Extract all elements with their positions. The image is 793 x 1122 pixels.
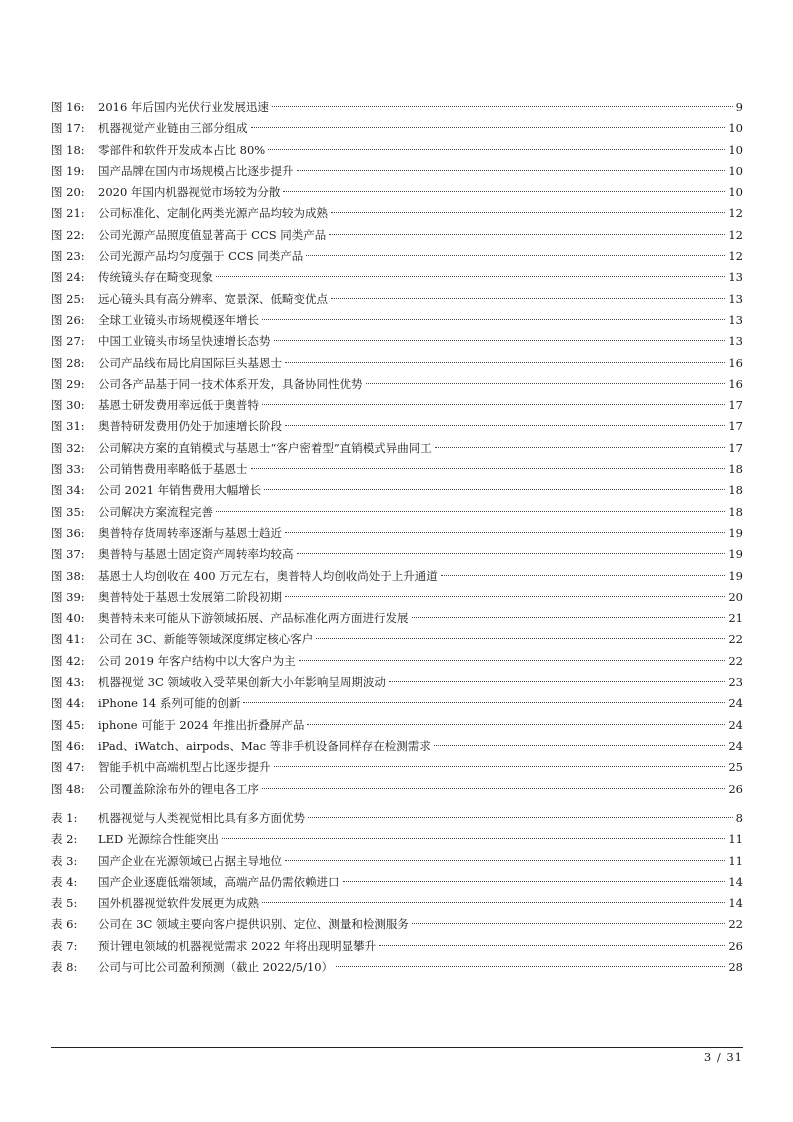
figure-entry[interactable]: [51, 544, 743, 565]
entry-title: 2020 年国内机器视觉市场较为分散: [98, 185, 281, 200]
dot-leader: [366, 383, 726, 384]
entry-title: LED 光源综合性能突出: [98, 832, 219, 847]
table-entry[interactable]: [51, 957, 743, 978]
figure-list: [51, 97, 743, 800]
entry-title: 机器视觉 3C 领域收入受苹果创新大小年影响呈周期波动: [98, 675, 386, 690]
entry-title: 基恩士人均创收在 400 万元左右，奥普特人均创收尚处于上升通道: [98, 568, 438, 583]
figure-entry[interactable]: [51, 523, 743, 544]
entry-label: 图 24:: [51, 270, 85, 285]
entry-title: 奥普特未来可能从下游领域拓展、产品标准化两方面进行发展: [98, 611, 409, 626]
entry-title: 国外机器视觉软件发展更为成熟: [98, 896, 259, 911]
entry-page-number: 18: [728, 462, 743, 477]
figure-entry[interactable]: [51, 267, 743, 288]
entry-label: 图 46:: [51, 738, 85, 753]
entry-title: 公司解决方案的直销模式与基恩士“客户密着型”直销模式异曲同工: [98, 440, 432, 455]
entry-title: 预计锂电领域的机器视觉需求 2022 年将出现明显攀升: [98, 938, 377, 953]
dot-leader: [268, 149, 725, 150]
entry-label: 图 33:: [51, 462, 85, 477]
figure-entry[interactable]: [51, 566, 743, 587]
entry-page-number: 19: [728, 568, 743, 583]
entry-label: 图 38:: [51, 568, 85, 583]
entry-page-number: 24: [728, 738, 743, 753]
dot-leader: [243, 702, 725, 703]
entry-label: 图 17:: [51, 121, 85, 136]
dot-leader: [434, 745, 726, 746]
figure-entry[interactable]: [51, 672, 743, 693]
figure-entry[interactable]: [51, 736, 743, 757]
entry-label: 图 27:: [51, 334, 85, 349]
entry-page-number: 17: [728, 419, 743, 434]
entry-label: 图 44:: [51, 696, 85, 711]
dot-leader: [262, 902, 725, 903]
table-entry[interactable]: [51, 872, 743, 893]
entry-title: iphone 可能于 2024 年推出折叠屏产品: [98, 717, 305, 732]
entry-label: 图 31:: [51, 419, 85, 434]
figure-entry[interactable]: [51, 331, 743, 352]
entry-page-number: 13: [728, 334, 743, 349]
dot-leader: [331, 298, 725, 299]
figure-entry[interactable]: [51, 587, 743, 608]
footer-divider: [51, 1047, 743, 1048]
table-list: [51, 808, 743, 978]
figure-entry[interactable]: [51, 502, 743, 523]
entry-title: 公司销售费用率略低于基恩士: [98, 462, 248, 477]
dot-leader: [379, 945, 725, 946]
figure-entry[interactable]: [51, 203, 743, 224]
figure-entry[interactable]: [51, 140, 743, 161]
table-entry[interactable]: [51, 893, 743, 914]
entry-title: 机器视觉与人类视觉相比具有多方面优势: [98, 811, 305, 825]
entry-page-number: 19: [728, 525, 743, 540]
entry-page-number: 24: [728, 717, 743, 732]
entry-label: 表 5:: [51, 896, 78, 911]
figure-entry[interactable]: [51, 395, 743, 416]
entry-label: 图 30:: [51, 398, 85, 413]
page-number: 3 / 31: [703, 1050, 743, 1064]
figure-entry[interactable]: [51, 118, 743, 139]
entry-title: 传统镜头存在畸变现象: [98, 270, 213, 285]
dot-leader: [285, 596, 725, 597]
entry-label: 图 26:: [51, 312, 85, 327]
entry-label: 表 7:: [51, 938, 78, 953]
entry-title: 公司标准化、定制化两类光源产品均较为成熟: [98, 206, 328, 221]
entry-page-number: 12: [728, 206, 743, 221]
figure-entry[interactable]: [51, 779, 743, 800]
entry-label: 图 23:: [51, 249, 85, 264]
dot-leader: [285, 425, 725, 426]
figure-entry[interactable]: [51, 715, 743, 736]
entry-page-number: 19: [728, 547, 743, 562]
entry-title: 公司解决方案流程完善: [98, 504, 213, 519]
entry-page-number: 17: [728, 440, 743, 455]
entry-title: 公司各产品基于同一技术体系开发，具备协同性优势: [98, 376, 363, 391]
figure-entry[interactable]: [51, 438, 743, 459]
entry-page-number: 8: [735, 811, 743, 825]
entry-page-number: 14: [728, 896, 743, 911]
entry-label: 图 22:: [51, 227, 85, 242]
entry-page-number: 22: [728, 917, 743, 932]
figure-entry[interactable]: [51, 161, 743, 182]
entry-page-number: 12: [728, 249, 743, 264]
entry-page-number: 24: [728, 696, 743, 711]
figure-entry[interactable]: [51, 629, 743, 650]
dot-leader: [216, 511, 725, 512]
dot-leader: [308, 817, 733, 818]
entry-title: 全球工业镜头市场规模逐年增长: [98, 312, 259, 327]
dot-leader: [336, 966, 725, 967]
dot-leader: [435, 447, 726, 448]
entry-page-number: 16: [728, 355, 743, 370]
figure-entry[interactable]: [51, 416, 743, 437]
dot-leader: [343, 881, 726, 882]
entry-title: 奥普特研发费用仍处于加速增长阶段: [98, 419, 282, 434]
entry-label: 表 3:: [51, 853, 78, 868]
entry-label: 图 28:: [51, 355, 85, 370]
table-entry[interactable]: [51, 808, 743, 829]
entry-page-number: 10: [728, 163, 743, 178]
entry-label: 表 6:: [51, 917, 78, 932]
entry-title: iPad、iWatch、airpods、Mac 等非手机设备同样存在检测需求: [98, 738, 431, 753]
entry-title: 国产企业在光源领域已占据主导地位: [98, 853, 282, 868]
entry-title: iPhone 14 系列可能的创新: [98, 696, 241, 711]
entry-title: 公司在 3C、新能等领域深度绑定核心客户: [98, 632, 314, 647]
dot-leader: [216, 276, 725, 277]
dot-leader: [316, 638, 725, 639]
entry-label: 图 39:: [51, 589, 85, 604]
entry-page-number: 23: [728, 675, 743, 690]
dot-leader: [262, 404, 725, 405]
dot-leader: [297, 170, 726, 171]
entry-label: 图 20:: [51, 185, 85, 200]
entry-title: 远心镜头具有高分辨率、宽景深、低畸变优点: [98, 291, 328, 306]
entry-label: 图 43:: [51, 675, 85, 690]
entry-label: 图 48:: [51, 781, 85, 796]
table-entry[interactable]: [51, 851, 743, 872]
entry-page-number: 25: [728, 760, 743, 775]
entry-label: 图 47:: [51, 760, 85, 775]
dot-leader: [307, 724, 725, 725]
entry-label: 表 2:: [51, 832, 78, 847]
entry-label: 图 21:: [51, 206, 85, 221]
entry-label: 图 41:: [51, 632, 85, 647]
entry-label: 图 42:: [51, 653, 85, 668]
entry-page-number: 10: [728, 142, 743, 157]
entry-page-number: 16: [728, 376, 743, 391]
entry-label: 图 16:: [51, 100, 85, 114]
figure-entry[interactable]: [51, 374, 743, 395]
dot-leader: [262, 788, 725, 789]
entry-title: 奥普特存货周转率逐渐与基恩士趋近: [98, 525, 282, 540]
dot-leader: [297, 553, 726, 554]
table-entry[interactable]: [51, 829, 743, 850]
entry-label: 表 8:: [51, 960, 78, 975]
dot-leader: [274, 340, 726, 341]
dot-leader: [441, 575, 726, 576]
figure-entry[interactable]: [51, 480, 743, 501]
dot-leader: [285, 362, 725, 363]
entry-title: 公司 2019 年客户结构中以大客户为主: [98, 653, 296, 668]
entry-page-number: 10: [728, 185, 743, 200]
dot-leader: [306, 255, 725, 256]
entry-title: 公司产品线布局比肩国际巨头基恩士: [98, 355, 282, 370]
figure-entry[interactable]: [51, 651, 743, 672]
dot-leader: [412, 617, 726, 618]
dot-leader: [262, 319, 725, 320]
entry-label: 图 36:: [51, 525, 85, 540]
figure-entry[interactable]: [51, 97, 743, 118]
dot-leader: [299, 660, 726, 661]
entry-title: 公司 2021 年销售费用大幅增长: [98, 483, 262, 498]
entry-page-number: 22: [728, 632, 743, 647]
entry-title: 基恩士研发费用率远低于奥普特: [98, 398, 259, 413]
entry-title: 机器视觉产业链由三部分组成: [98, 121, 248, 136]
entry-title: 国产企业逐鹿低端领域，高端产品仍需依赖进口: [98, 874, 340, 889]
entry-label: 图 29:: [51, 376, 85, 391]
dot-leader: [251, 468, 726, 469]
dot-leader: [331, 212, 725, 213]
table-entry[interactable]: [51, 936, 743, 957]
entry-title: 公司光源产品均匀度强于 CCS 同类产品: [98, 249, 304, 264]
figure-entry[interactable]: [51, 182, 743, 203]
entry-title: 中国工业镜头市场呈快速增长态势: [98, 334, 271, 349]
entry-label: 图 40:: [51, 611, 85, 626]
dot-leader: [222, 838, 725, 839]
dot-leader: [329, 234, 725, 235]
entry-label: 图 35:: [51, 504, 85, 519]
entry-page-number: 14: [728, 874, 743, 889]
entry-title: 零部件和软件开发成本占比 80%: [98, 142, 266, 157]
entry-title: 公司与可比公司盈利预测（截止 2022/5/10）: [98, 960, 334, 975]
entry-page-number: 13: [728, 291, 743, 306]
entry-page-number: 12: [728, 227, 743, 242]
entry-label: 图 37:: [51, 547, 85, 562]
dot-leader: [285, 860, 725, 861]
table-entry[interactable]: [51, 914, 743, 935]
dot-leader: [412, 923, 725, 924]
entry-title: 奥普特处于基恩士发展第二阶段初期: [98, 589, 282, 604]
entry-page-number: 21: [728, 611, 743, 626]
entry-page-number: 28: [728, 960, 743, 975]
entry-page-number: 18: [728, 483, 743, 498]
entry-page-number: 11: [728, 832, 743, 847]
entry-title: 奥普特与基恩士固定资产周转率均较高: [98, 547, 294, 562]
entry-title: 公司在 3C 领域主要向客户提供识别、定位、测量和检测服务: [98, 917, 409, 932]
dot-leader: [251, 127, 726, 128]
figure-entry[interactable]: [51, 225, 743, 246]
entry-label: 图 34:: [51, 483, 85, 498]
entry-label: 图 32:: [51, 440, 85, 455]
dot-leader: [283, 191, 725, 192]
entry-page-number: 11: [728, 853, 743, 868]
figure-entry[interactable]: [51, 693, 743, 714]
dot-leader: [389, 681, 725, 682]
entry-label: 表 1:: [51, 811, 78, 825]
entry-label: 图 45:: [51, 717, 85, 732]
figure-entry[interactable]: [51, 459, 743, 480]
dot-leader: [264, 489, 725, 490]
figure-entry[interactable]: [51, 353, 743, 374]
figure-entry[interactable]: [51, 246, 743, 267]
entry-page-number: 26: [728, 938, 743, 953]
entry-page-number: 22: [728, 653, 743, 668]
figure-entry[interactable]: [51, 289, 743, 310]
entry-page-number: 9: [735, 100, 743, 114]
entry-title: 2016 年后国内光伏行业发展迅速: [98, 100, 269, 114]
dot-leader: [272, 106, 733, 107]
entry-label: 图 18:: [51, 142, 85, 157]
figure-entry[interactable]: [51, 757, 743, 778]
entry-page-number: 20: [728, 589, 743, 604]
figure-entry[interactable]: [51, 608, 743, 629]
figure-entry[interactable]: [51, 310, 743, 331]
entry-title: 智能手机中高端机型占比逐步提升: [98, 760, 271, 775]
dot-leader: [274, 766, 726, 767]
dot-leader: [285, 532, 725, 533]
entry-page-number: 26: [728, 781, 743, 796]
entry-label: 图 25:: [51, 291, 85, 306]
entry-label: 表 4:: [51, 874, 78, 889]
entry-page-number: 10: [728, 121, 743, 136]
entry-title: 国产品牌在国内市场规模占比逐步提升: [98, 163, 294, 178]
entry-label: 图 19:: [51, 163, 85, 178]
entry-title: 公司光源产品照度值显著高于 CCS 同类产品: [98, 227, 327, 242]
entry-title: 公司覆盖除涂布外的锂电各工序: [98, 781, 259, 796]
entry-page-number: 17: [728, 398, 743, 413]
entry-page-number: 18: [728, 504, 743, 519]
entry-page-number: 13: [728, 312, 743, 327]
entry-page-number: 13: [728, 270, 743, 285]
